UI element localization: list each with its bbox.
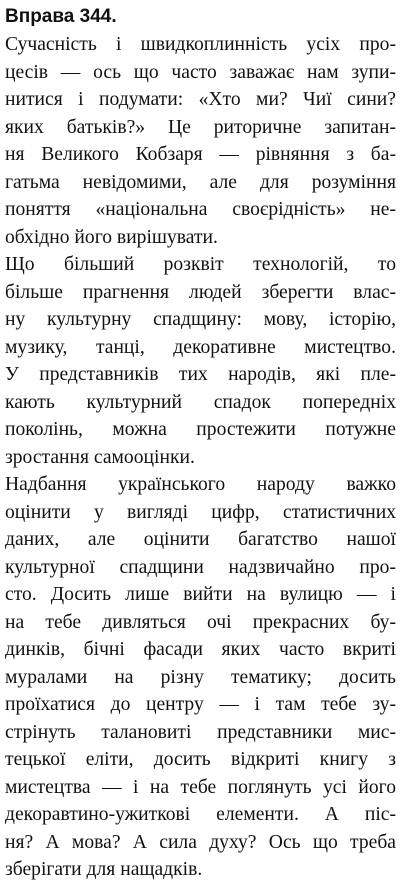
text-line: У представників тих народів, які пле- — [5, 364, 396, 385]
text-line: поняття «національна своєрідність» не- — [5, 199, 396, 220]
text-line: більше прагнення людей зберегти влас- — [5, 281, 396, 303]
text-line: зберігати для нащадків. — [5, 859, 203, 880]
paragraph-3 — [5, 471, 396, 884]
text-line: на тебе дивляться очі прекрасних бу- — [5, 611, 396, 633]
text-line: мистецтва — і на тебе поглянуть усі його — [5, 776, 396, 798]
text-line: Що більший розквіт технологій, то — [5, 254, 396, 275]
text-line: стрінуть талановиті представники мис- — [5, 721, 396, 743]
paragraph-2 — [5, 251, 396, 471]
text-line: ня Великого Кобзаря — рівняння з ба- — [5, 144, 396, 165]
paragraph-1 — [5, 31, 396, 251]
text-line: культурної спадщини надзвичайно про- — [5, 556, 396, 578]
text-line: цесів — ось що часто заважає нам зупи- — [5, 61, 396, 83]
text-line: ня? А мова? А сила духу? Ось що треба — [5, 831, 396, 853]
text-line: Надбання українського народу важко — [5, 474, 396, 495]
text-line: поколінь, можна простежити потужне — [5, 419, 396, 440]
text-line: декоравтино-ужиткові елементи. А піс- — [5, 804, 396, 825]
text-line: Сучасність і швидкоплинність усіх про- — [5, 34, 396, 55]
text-line: проїхатися до центру — і там тебе зу- — [5, 694, 396, 715]
text-line: нитися і подумати: «Хто ми? Чиї сини? — [5, 89, 396, 110]
text-line: динків, бічні фасади яких часто вкриті — [5, 639, 396, 660]
exercise-title: Вправа 344. — [5, 6, 117, 27]
text-line: зростання самооцінки. — [5, 446, 195, 468]
text-line: тецької еліти, досить відкриті книгу з — [5, 749, 396, 770]
text-line: муралами на різну тематику; досить — [5, 666, 396, 688]
text-line: даних, але оцінити багатство нашої — [5, 529, 396, 550]
text-line: оцінити у вигляді цифр, статистичних — [5, 501, 396, 523]
text-line: обхідно його вирішувати. — [5, 226, 218, 248]
text-line: музику, танці, декоративне мистецтво. — [5, 336, 396, 358]
text-line: яких батьків?» Це риторичне запитан- — [5, 116, 396, 138]
text-line: кають культурний спадок попередніх — [5, 391, 396, 413]
text-line: ну культурну спадщину: мову, історію, — [5, 309, 396, 330]
text-line: гатьма невідомими, але для розуміння — [5, 171, 396, 193]
text-line: сто. Досить лише вийти на вулицю — і — [5, 584, 396, 605]
